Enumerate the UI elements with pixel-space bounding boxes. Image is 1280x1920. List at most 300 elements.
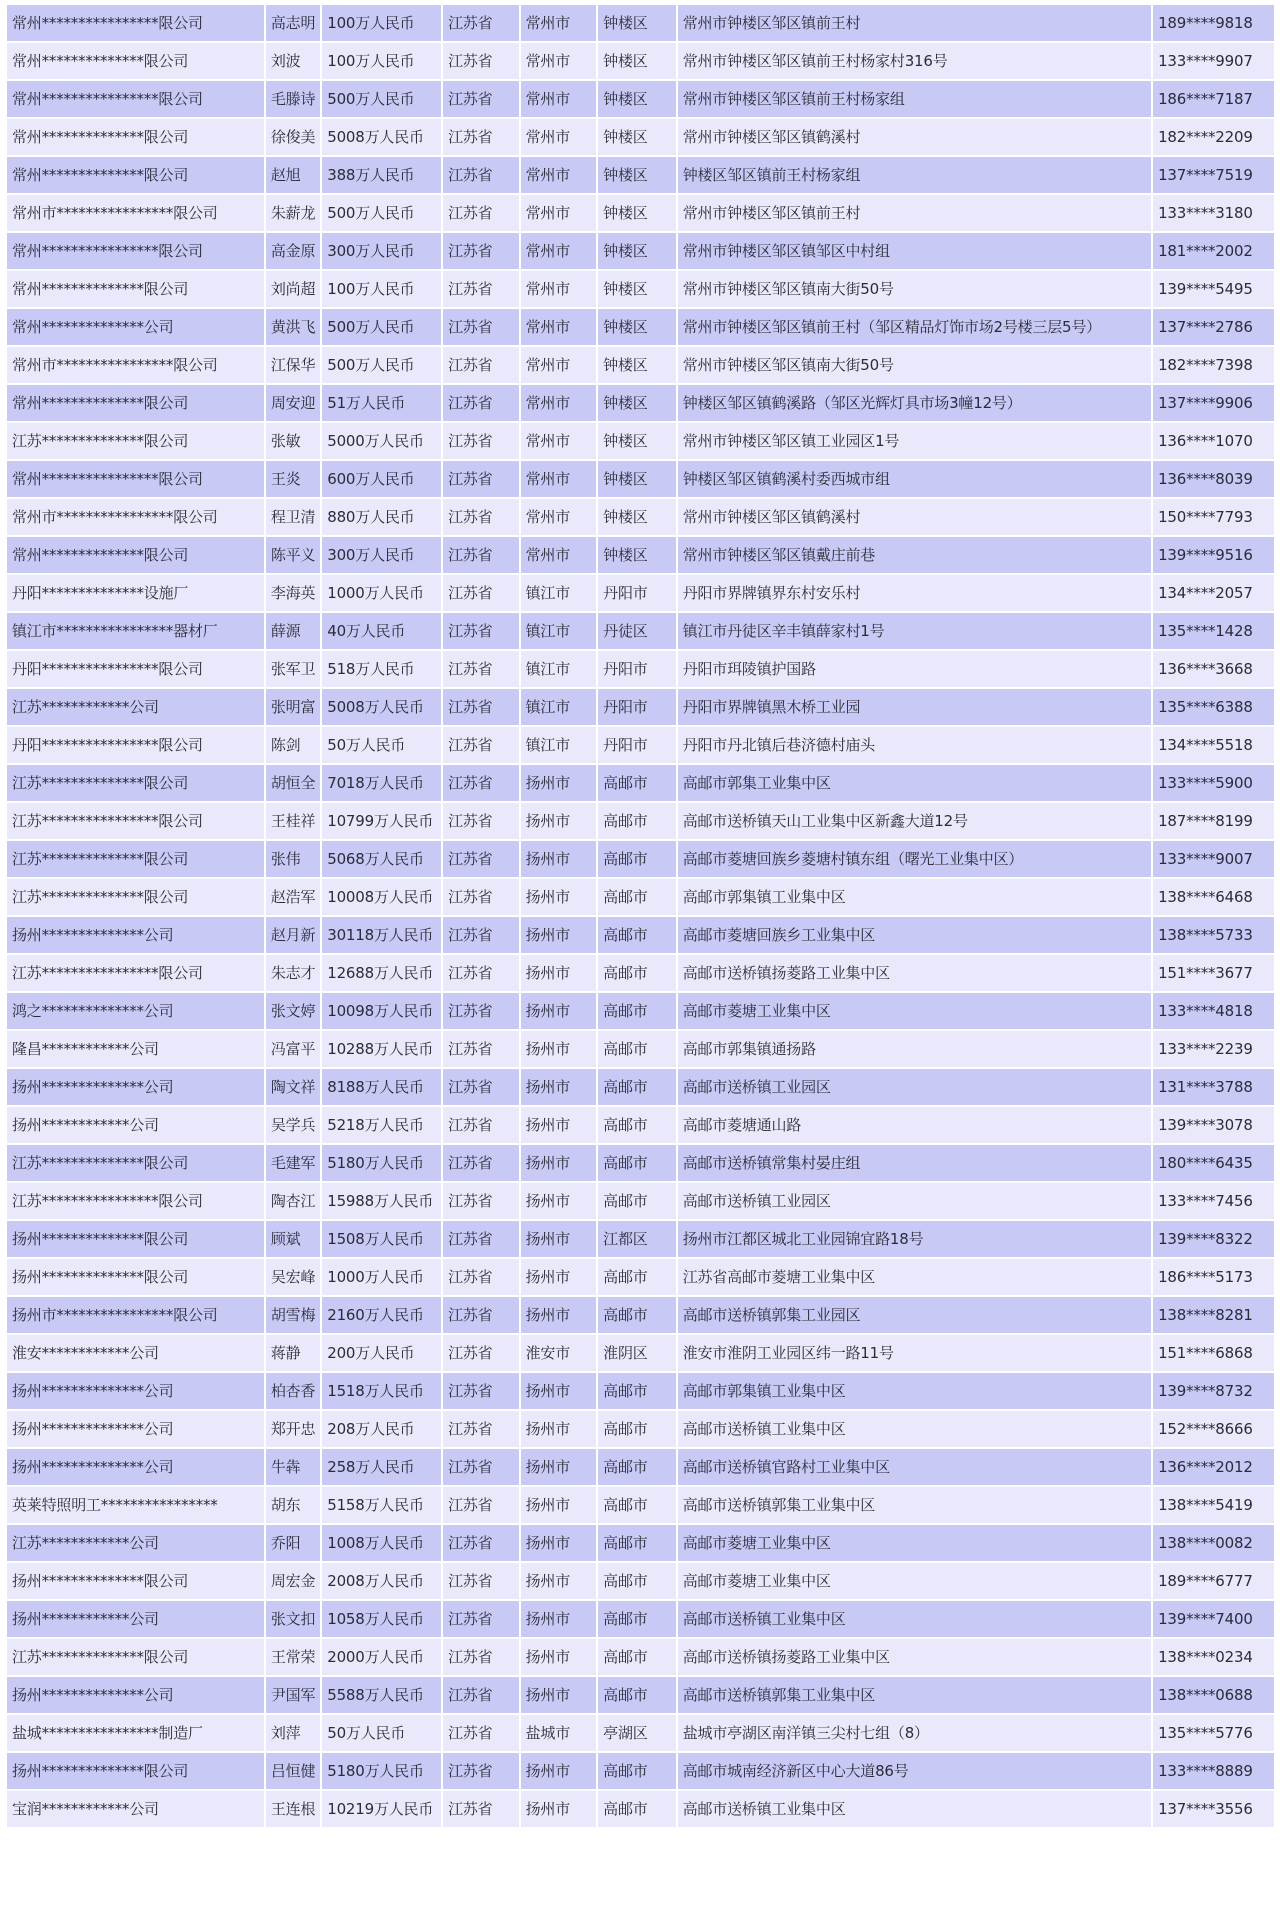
district-cell: 高邮市 [598, 1031, 676, 1067]
province-cell: 江苏省 [443, 765, 519, 801]
phone-cell: 138****0688 [1153, 1677, 1274, 1713]
company-name-cell: 江苏****************限公司 [7, 955, 264, 991]
city-cell: 镇江市 [521, 575, 597, 611]
registered-capital-cell: 100万人民币 [322, 271, 441, 307]
registered-capital-cell: 5000万人民币 [322, 423, 441, 459]
address-cell: 高邮市送桥镇工业集中区 [678, 1601, 1151, 1637]
table-row [7, 727, 1274, 763]
company-name-cell: 江苏****************限公司 [7, 803, 264, 839]
legal-person-cell: 薛源 [266, 613, 320, 649]
province-cell: 江苏省 [443, 1107, 519, 1143]
province-cell: 江苏省 [443, 1677, 519, 1713]
district-cell: 高邮市 [598, 1639, 676, 1675]
address-cell: 高邮市城南经济新区中心大道86号 [678, 1753, 1151, 1789]
district-cell: 高邮市 [598, 955, 676, 991]
address-cell: 高邮市送桥镇工业园区 [678, 1183, 1151, 1219]
table-row [7, 461, 1274, 497]
table-row [7, 993, 1274, 1029]
district-cell: 高邮市 [598, 1525, 676, 1561]
table-row [7, 1411, 1274, 1447]
registered-capital-cell: 2008万人民币 [322, 1563, 441, 1599]
province-cell: 江苏省 [443, 43, 519, 79]
registered-capital-cell: 388万人民币 [322, 157, 441, 193]
province-cell: 江苏省 [443, 1715, 519, 1751]
company-name-cell: 淮安************公司 [7, 1335, 264, 1371]
legal-person-cell: 吴学兵 [266, 1107, 320, 1143]
province-cell: 江苏省 [443, 309, 519, 345]
legal-person-cell: 蒋静 [266, 1335, 320, 1371]
city-cell: 镇江市 [521, 689, 597, 725]
address-cell: 淮安市淮阴工业园区纬一路11号 [678, 1335, 1151, 1371]
phone-cell: 187****8199 [1153, 803, 1274, 839]
registered-capital-cell: 10288万人民币 [322, 1031, 441, 1067]
province-cell: 江苏省 [443, 233, 519, 269]
province-cell: 江苏省 [443, 1487, 519, 1523]
registered-capital-cell: 5588万人民币 [322, 1677, 441, 1713]
table-row [7, 499, 1274, 535]
company-name-cell: 扬州市****************限公司 [7, 1297, 264, 1333]
province-cell: 江苏省 [443, 5, 519, 41]
district-cell: 高邮市 [598, 1563, 676, 1599]
province-cell: 江苏省 [443, 1791, 519, 1827]
phone-cell: 135****1428 [1153, 613, 1274, 649]
table-row [7, 1449, 1274, 1485]
address-cell: 高邮市送桥镇郭集工业园区 [678, 1297, 1151, 1333]
company-name-cell: 常州市****************限公司 [7, 195, 264, 231]
legal-person-cell: 柏杏香 [266, 1373, 320, 1409]
registered-capital-cell: 2000万人民币 [322, 1639, 441, 1675]
city-cell: 扬州市 [521, 1031, 597, 1067]
table-row [7, 841, 1274, 877]
registered-capital-cell: 1508万人民币 [322, 1221, 441, 1257]
address-cell: 盐城市亭湖区南洋镇三尖村七组（8） [678, 1715, 1151, 1751]
city-cell: 扬州市 [521, 841, 597, 877]
district-cell: 江都区 [598, 1221, 676, 1257]
district-cell: 高邮市 [598, 841, 676, 877]
city-cell: 扬州市 [521, 1639, 597, 1675]
city-cell: 扬州市 [521, 1145, 597, 1181]
table-row [7, 1677, 1274, 1713]
company-name-cell: 英莱特照明工**************** [7, 1487, 264, 1523]
province-cell: 江苏省 [443, 1183, 519, 1219]
legal-person-cell: 徐俊美 [266, 119, 320, 155]
city-cell: 常州市 [521, 157, 597, 193]
phone-cell: 189****9818 [1153, 5, 1274, 41]
district-cell: 高邮市 [598, 1107, 676, 1143]
legal-person-cell: 张文婷 [266, 993, 320, 1029]
company-name-cell: 江苏**************限公司 [7, 1639, 264, 1675]
address-cell: 常州市钟楼区邹区镇鹤溪村 [678, 119, 1151, 155]
province-cell: 江苏省 [443, 499, 519, 535]
province-cell: 江苏省 [443, 651, 519, 687]
province-cell: 江苏省 [443, 119, 519, 155]
table-row [7, 157, 1274, 193]
legal-person-cell: 刘萍 [266, 1715, 320, 1751]
address-cell: 扬州市江都区城北工业园锦宜路18号 [678, 1221, 1151, 1257]
address-cell: 丹阳市珥陵镇护国路 [678, 651, 1151, 687]
city-cell: 常州市 [521, 461, 597, 497]
district-cell: 钟楼区 [598, 385, 676, 421]
registered-capital-cell: 10008万人民币 [322, 879, 441, 915]
registered-capital-cell: 12688万人民币 [322, 955, 441, 991]
city-cell: 扬州市 [521, 1525, 597, 1561]
district-cell: 钟楼区 [598, 309, 676, 345]
province-cell: 江苏省 [443, 1563, 519, 1599]
table-row [7, 1753, 1274, 1789]
legal-person-cell: 胡雪梅 [266, 1297, 320, 1333]
phone-cell: 137****3556 [1153, 1791, 1274, 1827]
city-cell: 扬州市 [521, 1449, 597, 1485]
company-table [5, 3, 1276, 1829]
table-row [7, 651, 1274, 687]
city-cell: 常州市 [521, 5, 597, 41]
city-cell: 扬州市 [521, 1677, 597, 1713]
phone-cell: 139****5495 [1153, 271, 1274, 307]
phone-cell: 139****8732 [1153, 1373, 1274, 1409]
legal-person-cell: 陈剑 [266, 727, 320, 763]
registered-capital-cell: 300万人民币 [322, 537, 441, 573]
phone-cell: 180****6435 [1153, 1145, 1274, 1181]
city-cell: 扬州市 [521, 879, 597, 915]
district-cell: 高邮市 [598, 1373, 676, 1409]
table-row [7, 575, 1274, 611]
registered-capital-cell: 5158万人民币 [322, 1487, 441, 1523]
district-cell: 高邮市 [598, 765, 676, 801]
phone-cell: 136****2012 [1153, 1449, 1274, 1485]
phone-cell: 139****9516 [1153, 537, 1274, 573]
district-cell: 钟楼区 [598, 81, 676, 117]
phone-cell: 133****9907 [1153, 43, 1274, 79]
registered-capital-cell: 100万人民币 [322, 5, 441, 41]
district-cell: 高邮市 [598, 1753, 676, 1789]
province-cell: 江苏省 [443, 385, 519, 421]
district-cell: 高邮市 [598, 917, 676, 953]
registered-capital-cell: 1058万人民币 [322, 1601, 441, 1637]
legal-person-cell: 张军卫 [266, 651, 320, 687]
city-cell: 常州市 [521, 499, 597, 535]
province-cell: 江苏省 [443, 1639, 519, 1675]
phone-cell: 139****3078 [1153, 1107, 1274, 1143]
table-row [7, 1031, 1274, 1067]
district-cell: 高邮市 [598, 1183, 676, 1219]
address-cell: 钟楼区邹区镇前王村杨家组 [678, 157, 1151, 193]
district-cell: 钟楼区 [598, 195, 676, 231]
phone-cell: 189****6777 [1153, 1563, 1274, 1599]
province-cell: 江苏省 [443, 803, 519, 839]
company-name-cell: 江苏**************限公司 [7, 1145, 264, 1181]
city-cell: 常州市 [521, 347, 597, 383]
registered-capital-cell: 600万人民币 [322, 461, 441, 497]
table-row [7, 1335, 1274, 1371]
city-cell: 常州市 [521, 423, 597, 459]
city-cell: 扬州市 [521, 1563, 597, 1599]
phone-cell: 137****2786 [1153, 309, 1274, 345]
table-row [7, 385, 1274, 421]
address-cell: 高邮市菱塘工业集中区 [678, 993, 1151, 1029]
district-cell: 钟楼区 [598, 461, 676, 497]
city-cell: 扬州市 [521, 803, 597, 839]
table-row [7, 347, 1274, 383]
table-row [7, 1069, 1274, 1105]
legal-person-cell: 郑开忠 [266, 1411, 320, 1447]
table-row [7, 1183, 1274, 1219]
address-cell: 高邮市菱塘通山路 [678, 1107, 1151, 1143]
table-row [7, 537, 1274, 573]
address-cell: 镇江市丹徒区辛丰镇薛家村1号 [678, 613, 1151, 649]
district-cell: 钟楼区 [598, 157, 676, 193]
registered-capital-cell: 1518万人民币 [322, 1373, 441, 1409]
registered-capital-cell: 1000万人民币 [322, 575, 441, 611]
phone-cell: 136****8039 [1153, 461, 1274, 497]
table-row [7, 1601, 1274, 1637]
province-cell: 江苏省 [443, 955, 519, 991]
registered-capital-cell: 10219万人民币 [322, 1791, 441, 1827]
district-cell: 丹阳市 [598, 575, 676, 611]
phone-cell: 181****2002 [1153, 233, 1274, 269]
province-cell: 江苏省 [443, 1525, 519, 1561]
province-cell: 江苏省 [443, 1145, 519, 1181]
company-name-cell: 扬州************公司 [7, 1107, 264, 1143]
province-cell: 江苏省 [443, 537, 519, 573]
city-cell: 扬州市 [521, 917, 597, 953]
legal-person-cell: 赵旭 [266, 157, 320, 193]
table-row [7, 1563, 1274, 1599]
district-cell: 钟楼区 [598, 119, 676, 155]
table-row [7, 1639, 1274, 1675]
phone-cell: 133****5900 [1153, 765, 1274, 801]
company-name-cell: 丹阳**************设施厂 [7, 575, 264, 611]
address-cell: 常州市钟楼区邹区镇工业园区1号 [678, 423, 1151, 459]
address-cell: 常州市钟楼区邹区镇戴庄前巷 [678, 537, 1151, 573]
province-cell: 江苏省 [443, 157, 519, 193]
registered-capital-cell: 100万人民币 [322, 43, 441, 79]
table-row [7, 119, 1274, 155]
district-cell: 高邮市 [598, 1677, 676, 1713]
city-cell: 扬州市 [521, 1221, 597, 1257]
legal-person-cell: 朱志才 [266, 955, 320, 991]
province-cell: 江苏省 [443, 347, 519, 383]
registered-capital-cell: 40万人民币 [322, 613, 441, 649]
company-name-cell: 江苏************公司 [7, 1525, 264, 1561]
province-cell: 江苏省 [443, 841, 519, 877]
company-name-cell: 丹阳****************限公司 [7, 727, 264, 763]
city-cell: 扬州市 [521, 1601, 597, 1637]
district-cell: 高邮市 [598, 1297, 676, 1333]
legal-person-cell: 刘尚超 [266, 271, 320, 307]
province-cell: 江苏省 [443, 1335, 519, 1371]
phone-cell: 182****7398 [1153, 347, 1274, 383]
company-name-cell: 常州**************限公司 [7, 43, 264, 79]
phone-cell: 137****9906 [1153, 385, 1274, 421]
table-row [7, 765, 1274, 801]
legal-person-cell: 张明富 [266, 689, 320, 725]
city-cell: 常州市 [521, 385, 597, 421]
registered-capital-cell: 15988万人民币 [322, 1183, 441, 1219]
city-cell: 扬州市 [521, 1069, 597, 1105]
province-cell: 江苏省 [443, 575, 519, 611]
table-row [7, 5, 1274, 41]
city-cell: 常州市 [521, 81, 597, 117]
company-name-cell: 江苏****************限公司 [7, 1183, 264, 1219]
province-cell: 江苏省 [443, 1297, 519, 1333]
company-name-cell: 常州****************限公司 [7, 461, 264, 497]
registered-capital-cell: 5218万人民币 [322, 1107, 441, 1143]
phone-cell: 151****6868 [1153, 1335, 1274, 1371]
registered-capital-cell: 880万人民币 [322, 499, 441, 535]
address-cell: 常州市钟楼区邹区镇鹤溪村 [678, 499, 1151, 535]
legal-person-cell: 程卫清 [266, 499, 320, 535]
address-cell: 高邮市送桥镇工业集中区 [678, 1411, 1151, 1447]
legal-person-cell: 陶杏江 [266, 1183, 320, 1219]
registered-capital-cell: 5180万人民币 [322, 1145, 441, 1181]
phone-cell: 151****3677 [1153, 955, 1274, 991]
city-cell: 常州市 [521, 233, 597, 269]
district-cell: 钟楼区 [598, 423, 676, 459]
table-row [7, 1145, 1274, 1181]
phone-cell: 133****2239 [1153, 1031, 1274, 1067]
legal-person-cell: 王常荣 [266, 1639, 320, 1675]
address-cell: 常州市钟楼区邹区镇邹区中村组 [678, 233, 1151, 269]
registered-capital-cell: 500万人民币 [322, 195, 441, 231]
province-cell: 江苏省 [443, 879, 519, 915]
legal-person-cell: 顾斌 [266, 1221, 320, 1257]
phone-cell: 133****4818 [1153, 993, 1274, 1029]
province-cell: 江苏省 [443, 1373, 519, 1409]
province-cell: 江苏省 [443, 1411, 519, 1447]
registered-capital-cell: 51万人民币 [322, 385, 441, 421]
company-name-cell: 扬州**************公司 [7, 1677, 264, 1713]
district-cell: 高邮市 [598, 1487, 676, 1523]
table-row [7, 1373, 1274, 1409]
address-cell: 钟楼区邹区镇鹤溪村委西城市组 [678, 461, 1151, 497]
district-cell: 高邮市 [598, 879, 676, 915]
company-name-cell: 常州****************限公司 [7, 81, 264, 117]
district-cell: 高邮市 [598, 1145, 676, 1181]
district-cell: 高邮市 [598, 1069, 676, 1105]
phone-cell: 133****3180 [1153, 195, 1274, 231]
address-cell: 高邮市送桥镇工业园区 [678, 1069, 1151, 1105]
province-cell: 江苏省 [443, 1601, 519, 1637]
company-name-cell: 常州**************限公司 [7, 385, 264, 421]
province-cell: 江苏省 [443, 1753, 519, 1789]
phone-cell: 150****7793 [1153, 499, 1274, 535]
company-name-cell: 隆昌************公司 [7, 1031, 264, 1067]
city-cell: 扬州市 [521, 1791, 597, 1827]
registered-capital-cell: 1008万人民币 [322, 1525, 441, 1561]
table-row [7, 917, 1274, 953]
city-cell: 扬州市 [521, 1259, 597, 1295]
address-cell: 钟楼区邹区镇鹤溪路（邹区光辉灯具市场3幢12号） [678, 385, 1151, 421]
phone-cell: 136****1070 [1153, 423, 1274, 459]
company-name-cell: 盐城****************制造厂 [7, 1715, 264, 1751]
table-row [7, 689, 1274, 725]
city-cell: 扬州市 [521, 1107, 597, 1143]
address-cell: 高邮市送桥镇郭集工业集中区 [678, 1487, 1151, 1523]
address-cell: 常州市钟楼区邹区镇前王村 [678, 5, 1151, 41]
phone-cell: 152****8666 [1153, 1411, 1274, 1447]
table-row [7, 1715, 1274, 1751]
city-cell: 扬州市 [521, 1487, 597, 1523]
legal-person-cell: 牛犇 [266, 1449, 320, 1485]
table-row [7, 1297, 1274, 1333]
district-cell: 钟楼区 [598, 537, 676, 573]
phone-cell: 137****7519 [1153, 157, 1274, 193]
city-cell: 盐城市 [521, 1715, 597, 1751]
company-name-cell: 江苏**************限公司 [7, 423, 264, 459]
city-cell: 扬州市 [521, 1183, 597, 1219]
company-name-cell: 江苏**************限公司 [7, 879, 264, 915]
company-name-cell: 扬州**************公司 [7, 917, 264, 953]
province-cell: 江苏省 [443, 423, 519, 459]
phone-cell: 136****3668 [1153, 651, 1274, 687]
district-cell: 钟楼区 [598, 347, 676, 383]
district-cell: 钟楼区 [598, 271, 676, 307]
registered-capital-cell: 30118万人民币 [322, 917, 441, 953]
legal-person-cell: 尹国军 [266, 1677, 320, 1713]
district-cell: 高邮市 [598, 1449, 676, 1485]
district-cell: 高邮市 [598, 993, 676, 1029]
registered-capital-cell: 10098万人民币 [322, 993, 441, 1029]
address-cell: 高邮市送桥镇工业集中区 [678, 1791, 1151, 1827]
address-cell: 丹阳市界牌镇界东村安乐村 [678, 575, 1151, 611]
phone-cell: 138****8281 [1153, 1297, 1274, 1333]
legal-person-cell: 乔阳 [266, 1525, 320, 1561]
address-cell: 高邮市送桥镇郭集工业集中区 [678, 1677, 1151, 1713]
legal-person-cell: 胡东 [266, 1487, 320, 1523]
table-row [7, 879, 1274, 915]
address-cell: 常州市钟楼区邹区镇前王村杨家组 [678, 81, 1151, 117]
district-cell: 高邮市 [598, 1601, 676, 1637]
company-table-container [5, 3, 1276, 1829]
legal-person-cell: 吴宏峰 [266, 1259, 320, 1295]
company-name-cell: 常州市****************限公司 [7, 347, 264, 383]
company-name-cell: 宝润************公司 [7, 1791, 264, 1827]
city-cell: 常州市 [521, 195, 597, 231]
registered-capital-cell: 1000万人民币 [322, 1259, 441, 1295]
table-row [7, 1107, 1274, 1143]
registered-capital-cell: 208万人民币 [322, 1411, 441, 1447]
phone-cell: 139****7400 [1153, 1601, 1274, 1637]
province-cell: 江苏省 [443, 1221, 519, 1257]
legal-person-cell: 吕恒健 [266, 1753, 320, 1789]
company-name-cell: 扬州**************公司 [7, 1449, 264, 1485]
district-cell: 钟楼区 [598, 499, 676, 535]
phone-cell: 133****7456 [1153, 1183, 1274, 1219]
company-name-cell: 常州****************限公司 [7, 233, 264, 269]
table-row [7, 423, 1274, 459]
legal-person-cell: 毛滕诗 [266, 81, 320, 117]
province-cell: 江苏省 [443, 195, 519, 231]
phone-cell: 138****0234 [1153, 1639, 1274, 1675]
company-name-cell: 鸿之**************公司 [7, 993, 264, 1029]
table-row [7, 195, 1274, 231]
address-cell: 高邮市郭集镇通扬路 [678, 1031, 1151, 1067]
phone-cell: 186****7187 [1153, 81, 1274, 117]
address-cell: 常州市钟楼区邹区镇前王村 [678, 195, 1151, 231]
registered-capital-cell: 50万人民币 [322, 727, 441, 763]
province-cell: 江苏省 [443, 1031, 519, 1067]
district-cell: 丹阳市 [598, 689, 676, 725]
company-name-cell: 常州市****************限公司 [7, 499, 264, 535]
province-cell: 江苏省 [443, 81, 519, 117]
address-cell: 常州市钟楼区邹区镇前王村杨家村316号 [678, 43, 1151, 79]
legal-person-cell: 冯富平 [266, 1031, 320, 1067]
registered-capital-cell: 518万人民币 [322, 651, 441, 687]
address-cell: 常州市钟楼区邹区镇前王村（邹区精品灯饰市场2号楼三层5号） [678, 309, 1151, 345]
phone-cell: 134****2057 [1153, 575, 1274, 611]
province-cell: 江苏省 [443, 727, 519, 763]
registered-capital-cell: 10799万人民币 [322, 803, 441, 839]
